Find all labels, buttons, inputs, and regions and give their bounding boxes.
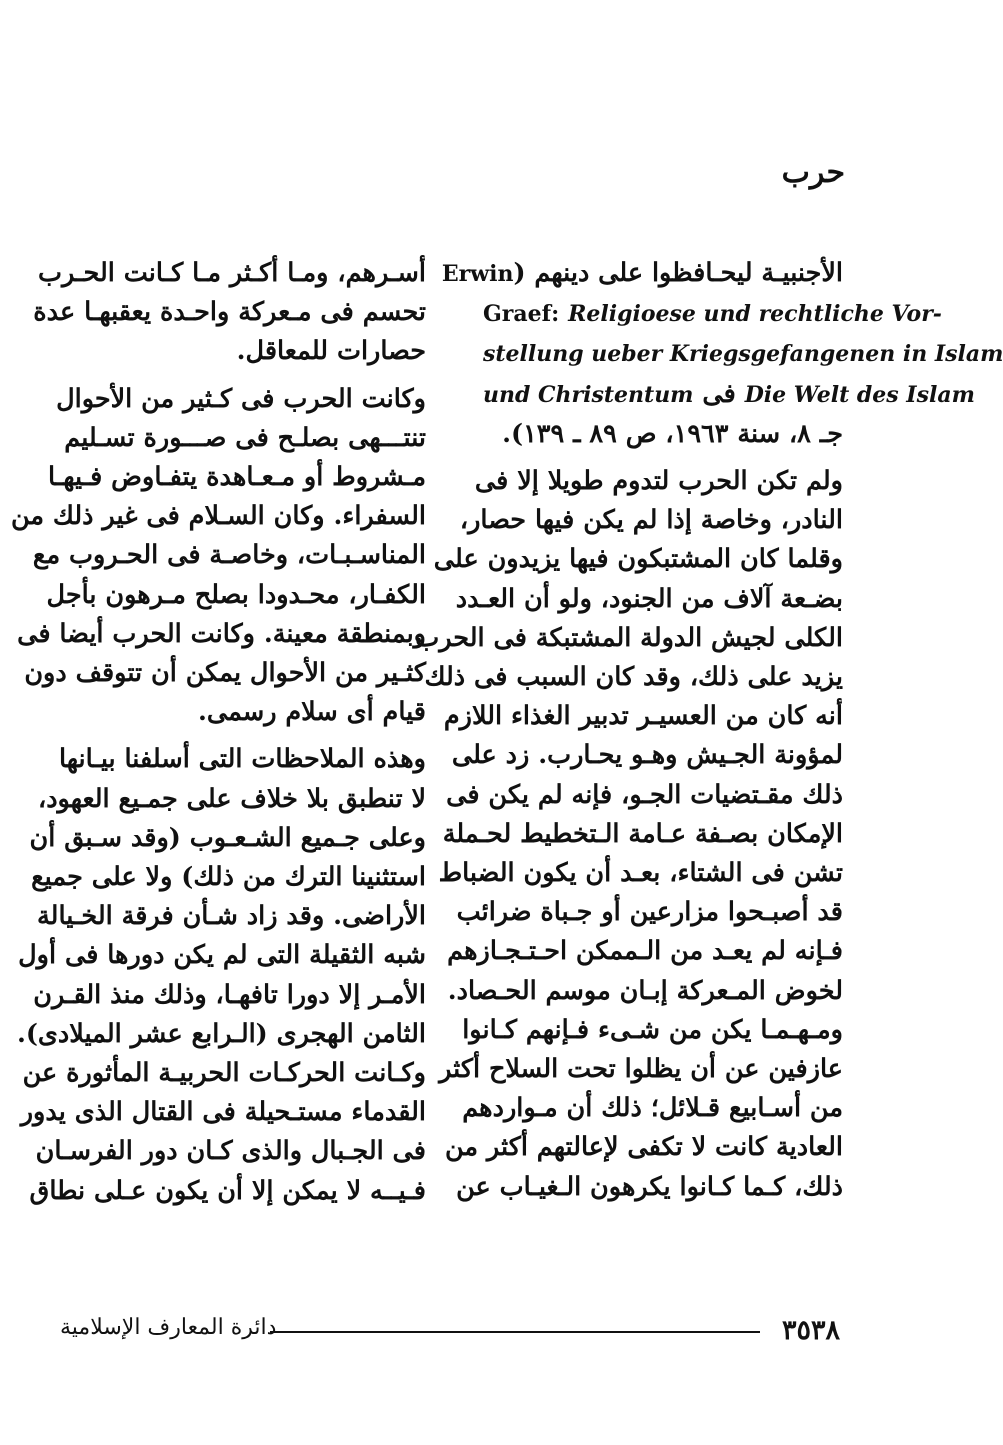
text-line: الكلى لجيش الدولة المشتبكة فى الحرب (415, 622, 843, 653)
text-line: فـإنه لم يعـد من الـممكن احـتـجـازهم (447, 936, 843, 967)
page-footer (60, 1315, 840, 1355)
citation-line: Graef: Religioese und rechtliche Vor- (483, 301, 942, 328)
text-line: الأمـر إلا دورا تافهـا، وذلك منذ القـرن (33, 979, 426, 1010)
text-line: ذلك مقـتضيات الجـو، فإنه لم يكن فى (446, 779, 843, 810)
text-line: أنه كان من العسيـر تدبير الغذاء اللازم (443, 701, 843, 732)
paragraph (16, 740, 426, 1210)
text-line: العادية كانت لا تكفى لإعالتهم أكثر من (444, 1132, 843, 1163)
text-line: لمؤونة الجـيش وهـو يحـارب. زد على (451, 740, 843, 771)
text-line: عازفين عن أن يظلوا تحت السلاح أكثر (439, 1054, 843, 1085)
paragraph (10, 380, 426, 733)
text-line: النادر، وخاصة إذا لم يكن فيها حصار، (459, 505, 843, 536)
text-line: قيام أى سلام رسمى. (197, 697, 426, 728)
running-head: حرب (781, 155, 845, 190)
text-line: تشن فى الشتاء، بعـد أن يكون الضباط (438, 858, 843, 889)
citation-line: stellung ueber Kriegsgefangenen in Islam (483, 341, 1003, 368)
left-column (10, 254, 426, 1211)
text-line: بضـعة آلاف من الجنود، ولو أن العـدد (455, 583, 843, 614)
text-line: الأراضى. وقد زاد شـأن فرقة الخـيالة (37, 901, 426, 932)
text-line: يزيد على ذلك، وقد كان السبب فى ذلك (424, 662, 843, 693)
text-line: ذلك، كـما كـانوا يكرهون الـغيـاب عن (456, 1171, 843, 1202)
paragraph (33, 254, 426, 372)
text-line: استثنينا الترك من ذلك) ولا على جميع (31, 862, 426, 893)
text-line: الثامن الهجرى (الـرابع عشر الميلادى). (16, 1018, 426, 1049)
text-line: حصارات للمعاقل. (236, 336, 426, 367)
text-line: ولم تكن الحرب لتدوم طويلا إلا فى (474, 466, 843, 497)
text-line: السفراء. وكان السـلام فى غير ذلك من (10, 501, 426, 532)
text-line: لخوض المـعركة إبـان موسم الحـصاد. (447, 975, 843, 1006)
text-line: وبمنطقة معينة. وكانت الحرب أيضا فى (17, 618, 426, 649)
publication-title: دائرة المعارف الإسلامية (60, 1315, 277, 1340)
text-line: فى الجـبال والذى كـان دور الفرسـان (35, 1136, 426, 1167)
text-line: لا تنطبق بلا خلاف على جمـيع العهود، (37, 783, 426, 814)
text-line: فـيــه لا يمكن إلا أن يكون عـلى نطاق (29, 1175, 426, 1206)
text-line: ومـهـمـا يكن من شـىء فـإنهم كـانوا (462, 1014, 843, 1045)
text-line: جـ ٨، سنة ١٩٦٣، ص ٨٩ ـ ١٣٩). (502, 418, 843, 449)
text-line: الكفـار، محـدودا بصلح مـرهون بأجل (46, 579, 426, 610)
text-line: وهذه الملاحظات التى أسلفنا بيـانها (59, 744, 426, 775)
text-line: كثـير من الأحوال يمكن أن تتوقف دون (24, 658, 426, 689)
citation-line: und Christentum فى Die Welt des Islam (483, 378, 975, 409)
text-line: أسـرهم، ومـا أكـثر مـا كـانت الحـرب (38, 258, 426, 288)
text-line: شبه الثقيلة التى لم يكن دورها فى أول (18, 940, 426, 971)
text-line: الإمكان بصـفة عـامة الـتخطيط لحـملة (442, 818, 843, 849)
footer-divider (270, 1331, 760, 1333)
text-line: المناسـبـات، وخاصـة فى الحـروب مع (32, 540, 426, 571)
text-line: وقلما كان المشتبكون فيها يزيدون على (433, 544, 843, 575)
text-line: تحسم فى مـعركة واحـدة يعقبهـا عدة (33, 297, 426, 328)
text-line: القدماء مستـحيلة فى القتال الذى يدور (20, 1097, 426, 1128)
page-number: ٣٥٣٨ (781, 1315, 840, 1346)
paragraph (415, 462, 843, 1207)
text-line: من أسـابيع قـلائل؛ ذلك أن مـواردهم (462, 1093, 843, 1124)
text-line: الأجنبيـة ليحـافظوا على دينهم (Erwin (441, 258, 843, 288)
text-line: وكـانت الحركـات الحربيـة المأثورة عن (22, 1058, 426, 1089)
text-line: وعلى جـميع الشـعـوب (وقد سـبق أن (29, 822, 426, 853)
text-line: وكانت الحرب فى كـثير من الأحوال (56, 383, 426, 414)
text-line: مـشروط أو مـعـاهدة يتفـاوض فـيهـا (47, 462, 426, 493)
text-line: تنتـــهى بصلـح فى صـــورة تسـليم (64, 422, 426, 453)
text-line: قد أصبـحوا مزارعين أو جـباة ضرائب (456, 897, 843, 928)
right-column (415, 254, 1003, 1207)
